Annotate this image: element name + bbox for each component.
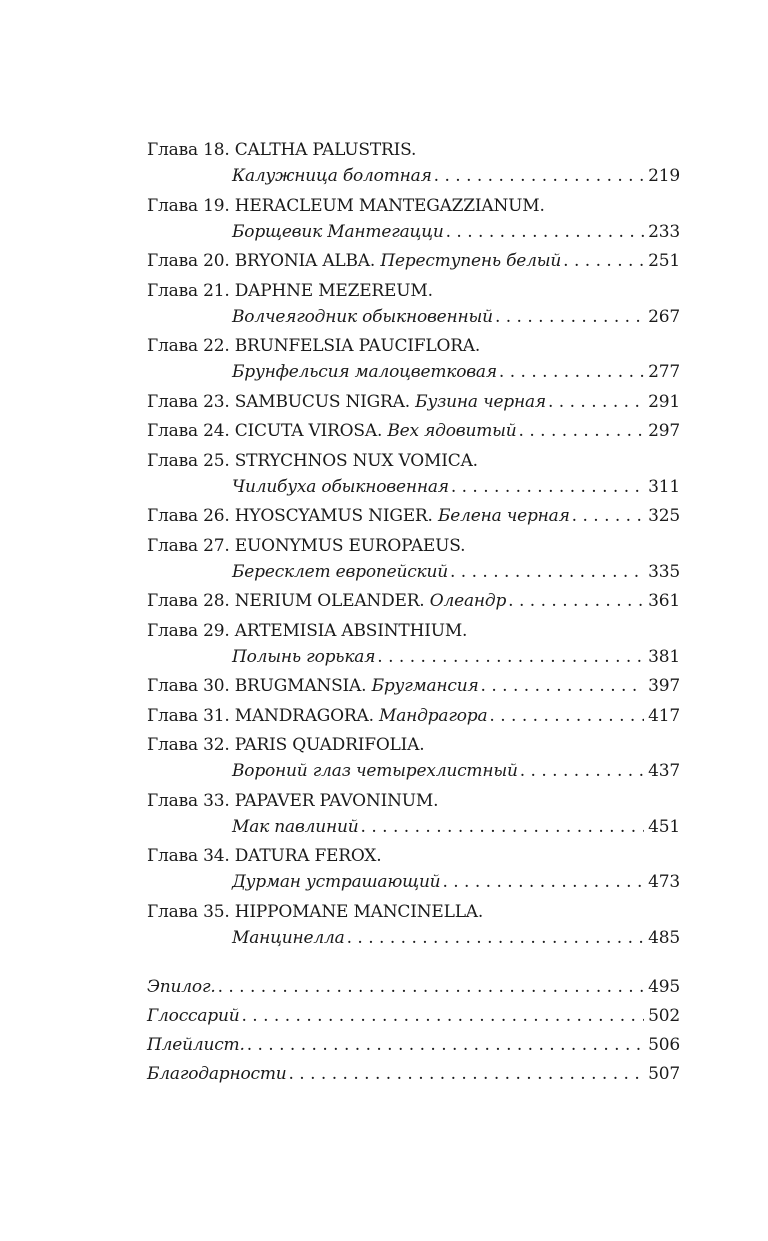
page-number: 473 — [648, 872, 680, 892]
chapter-line — [147, 418, 680, 444]
chapter-subtitle-line — [147, 644, 680, 670]
chapter-line — [147, 673, 680, 699]
chapter-russian-name: Мак павлиний — [232, 816, 359, 837]
toc-entry[interactable] — [147, 278, 680, 330]
dot-leader — [218, 974, 645, 1000]
chapter-russian-name: Манцинелла — [232, 927, 345, 948]
page-number: 335 — [648, 561, 680, 582]
chapter-label — [147, 389, 546, 415]
chapter-russian-name: Бругмансия — [371, 676, 479, 696]
dot-leader — [377, 644, 644, 670]
chapter-russian-name: Переступень белый — [380, 251, 562, 271]
chapter-russian-name: Мандрагора — [379, 705, 488, 726]
toc-entry[interactable] — [147, 703, 680, 729]
toc-entry[interactable] — [147, 974, 680, 1000]
page-number: 397 — [648, 676, 680, 696]
chapter-label — [147, 673, 479, 699]
page-number: 291 — [648, 391, 680, 412]
dot-leader — [241, 1003, 644, 1029]
chapter-heading: Глава 31. MANDRAGORA. — [147, 705, 374, 726]
chapter-russian-name: Бузина черная — [415, 391, 546, 412]
toc-entry[interactable] — [147, 732, 680, 784]
dot-leader — [489, 703, 644, 729]
chapter-heading: Глава 35. HIPPOMANE MANCINELLA. — [147, 901, 484, 922]
section-gap — [147, 954, 680, 974]
dot-leader — [520, 758, 644, 784]
toc-entry[interactable] — [147, 588, 680, 614]
chapter-heading: Глава 20. BRYONIA ALBA. — [147, 251, 376, 271]
toc-entry[interactable] — [147, 1003, 680, 1029]
section-title: Эпилог. — [147, 977, 216, 997]
dot-leader — [499, 359, 644, 385]
chapter-subtitle-line — [147, 474, 680, 500]
chapter-label — [147, 703, 487, 729]
chapter-russian-name: Вороний глаз четырехлистный — [232, 761, 518, 781]
page-number: 451 — [648, 816, 680, 837]
toc-entry[interactable] — [147, 673, 680, 699]
toc-entry[interactable] — [147, 137, 680, 189]
dot-leader — [519, 418, 645, 444]
chapter-heading: Глава 19. HERACLEUM MANTEGAZZIANUM. — [147, 195, 545, 216]
chapter-russian-name: Калужница болотная — [232, 166, 432, 186]
chapter-russian-name: Полынь горькая — [232, 646, 376, 667]
dot-leader — [481, 673, 645, 699]
chapter-heading: Глава 28. NERIUM OLEANDER. — [147, 591, 425, 611]
dot-leader — [434, 163, 645, 189]
toc-entry[interactable] — [147, 843, 680, 895]
toc-entry[interactable] — [147, 899, 680, 951]
chapter-russian-name: Чилибуха обыкновенная — [232, 476, 449, 497]
chapter-heading: Глава 32. PARIS QUADRIFOLIA. — [147, 735, 425, 755]
page-number: 361 — [648, 591, 680, 611]
page-number: 495 — [648, 977, 680, 997]
toc-entry[interactable] — [147, 333, 680, 385]
toc-entry[interactable] — [147, 418, 680, 444]
dot-leader — [361, 814, 645, 840]
chapter-heading: Глава 18. CALTHA PALUSTRIS. — [147, 140, 417, 160]
chapter-heading: Глава 30. BRUGMANSIA. — [147, 676, 367, 696]
chapter-label — [147, 418, 517, 444]
dot-leader — [548, 389, 644, 415]
chapter-russian-name: Борщевик Мантегацци — [232, 221, 444, 242]
chapter-heading: Глава 23. SAMBUCUS NIGRA. — [147, 391, 410, 412]
chapter-subtitle-line — [147, 219, 680, 245]
page-number: 277 — [648, 362, 680, 382]
dot-leader — [450, 559, 644, 585]
toc-entry[interactable] — [147, 193, 680, 245]
chapter-line — [147, 503, 680, 529]
toc-entry[interactable] — [147, 788, 680, 840]
page-number: 485 — [648, 927, 680, 948]
chapter-russian-name: Брунфельсия малоцветковая — [232, 362, 497, 382]
page-number: 506 — [648, 1035, 680, 1055]
dot-leader — [563, 248, 644, 274]
dot-leader — [451, 474, 644, 500]
page-number: 251 — [648, 251, 680, 271]
chapter-line — [147, 588, 680, 614]
toc-entry[interactable] — [147, 618, 680, 670]
chapter-heading: Глава 26. HYOSCYAMUS NIGER. — [147, 506, 433, 526]
dot-leader — [495, 304, 644, 330]
chapter-list — [147, 137, 680, 951]
toc-entry[interactable] — [147, 533, 680, 585]
page-number: 417 — [648, 705, 680, 726]
chapter-subtitle-line — [147, 869, 680, 895]
section-title: Глоссарий — [147, 1006, 240, 1026]
chapter-line — [147, 703, 680, 729]
back-matter-list — [147, 974, 680, 1087]
chapter-russian-name: Дурман устрашающий — [232, 872, 441, 892]
chapter-heading: Глава 24. CICUTA VIROSA. — [147, 421, 383, 441]
chapter-russian-name: Белена черная — [437, 506, 570, 526]
chapter-russian-name: Вех ядовитый — [387, 421, 517, 441]
chapter-subtitle-line — [147, 758, 680, 784]
page-number: 381 — [648, 646, 680, 667]
chapter-heading: Глава 27. EUONYMUS EUROPAEUS. — [147, 535, 466, 556]
toc-entry[interactable] — [147, 1032, 680, 1058]
chapter-label — [147, 588, 506, 614]
dot-leader — [572, 503, 645, 529]
toc-entry[interactable] — [147, 248, 680, 274]
dot-leader — [247, 1032, 644, 1058]
page-number: 437 — [648, 761, 680, 781]
chapter-heading: Глава 29. ARTEMISIA ABSINTHIUM. — [147, 620, 468, 641]
chapter-heading: Глава 33. PAPAVER PAVONINUM. — [147, 790, 439, 811]
chapter-heading: Глава 34. DATURA FEROX. — [147, 846, 382, 866]
page-number: 233 — [648, 221, 680, 242]
toc-entry[interactable] — [147, 1061, 680, 1087]
chapter-heading: Глава 25. STRYCHNOS NUX VOMICA. — [147, 450, 478, 471]
dot-leader — [508, 588, 644, 614]
chapter-heading: Глава 21. DAPHNE MEZEREUM. — [147, 280, 433, 301]
page-number: 297 — [648, 421, 680, 441]
page-number: 311 — [648, 476, 680, 497]
chapter-subtitle-line — [147, 304, 680, 330]
chapter-subtitle-line — [147, 163, 680, 189]
page-number: 267 — [648, 306, 680, 327]
page-number: 219 — [648, 166, 680, 186]
page-number: 502 — [648, 1006, 680, 1026]
table-of-contents — [147, 137, 680, 1090]
dot-leader — [446, 219, 645, 245]
chapter-russian-name: Олеандр — [429, 591, 507, 611]
chapter-subtitle-line — [147, 925, 680, 951]
toc-entry[interactable] — [147, 503, 680, 529]
section-title: Плейлист. — [147, 1035, 245, 1055]
dot-leader — [347, 925, 645, 951]
chapter-subtitle-line — [147, 814, 680, 840]
chapter-subtitle-line — [147, 559, 680, 585]
chapter-subtitle-line — [147, 359, 680, 385]
page-number: 507 — [648, 1064, 680, 1084]
chapter-russian-name: Бересклет европейский — [232, 561, 448, 582]
chapter-line — [147, 389, 680, 415]
chapter-line — [147, 248, 680, 274]
dot-leader — [289, 1061, 645, 1087]
chapter-heading: Глава 22. BRUNFELSIA PAUCIFLORA. — [147, 336, 481, 356]
chapter-russian-name: Волчеягодник обыкновенный — [232, 306, 493, 327]
toc-entry[interactable] — [147, 448, 680, 500]
dot-leader — [442, 869, 644, 895]
page-number: 325 — [648, 506, 680, 526]
section-title: Благодарности — [147, 1064, 287, 1084]
chapter-label — [147, 248, 561, 274]
toc-entry[interactable] — [147, 389, 680, 415]
chapter-label — [147, 503, 570, 529]
